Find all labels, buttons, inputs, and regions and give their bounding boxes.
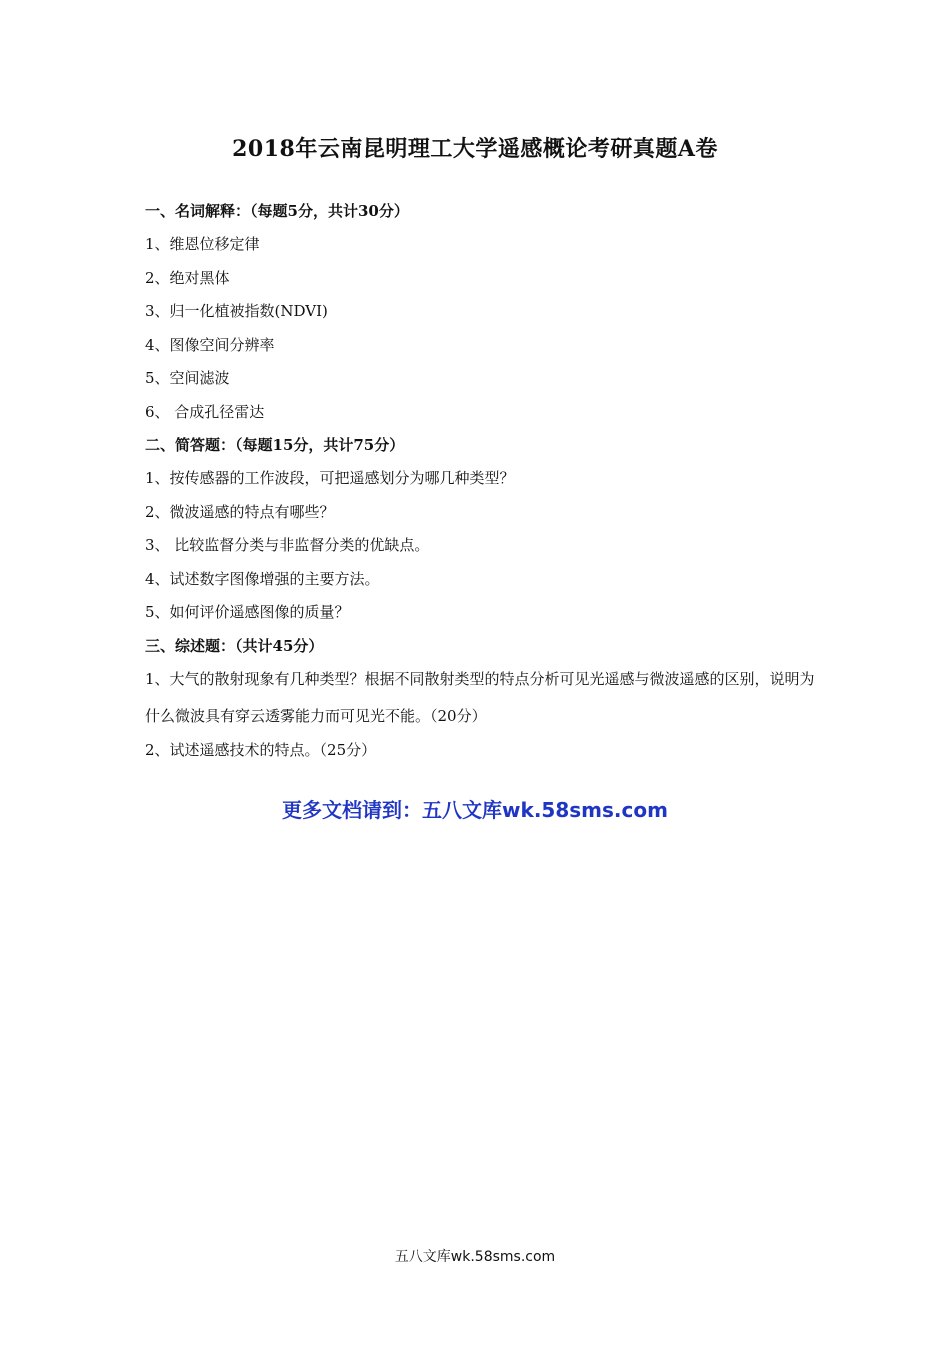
question-item: 1、按传感器的工作波段，可把遥感划分为哪几种类型？ [145,469,515,487]
question-item: 6、 合成孔径雷达 [145,402,265,421]
question-item: 1、维恩位移定律 [145,235,260,253]
section-heading-definitions: 一、名词解释：（每题5分，共计30分） [145,202,409,220]
section-heading-essay: 三、综述题：（共计45分） [145,636,324,655]
question-item: 3、归一化植被指数(NDVI) [145,302,328,320]
section-heading-short-answer: 二、简答题：（每题15分，共计75分） [145,436,405,454]
promo-link[interactable]: 更多文档请到：五八文库wk.58sms.com [282,798,668,822]
question-item: 5、如何评价遥感图像的质量？ [145,603,350,621]
question-item: 2、试述遥感技术的特点。（25分） [145,740,377,759]
question-item: 4、图像空间分辨率 [145,335,275,354]
question-item: 4、试述数字图像增强的主要方法。 [145,569,380,588]
question-item: 3、 比较监督分类与非监督分类的优缺点。 [145,536,430,554]
page-footer: 五八文库wk.58sms.com [394,1249,556,1265]
question-item: 5、空间滤波 [145,369,230,387]
page-title: 2018年云南昆明理工大学遥感概论考研真题A卷 [232,136,718,162]
document-body [145,200,825,772]
question-item: 1、大气的散射现象有几种类型？根据不同散射类型的特点分析可见光遥感与微波遥感的区别，说明为什么微波具有穿云透雾能力而可见光不能。（20分） [145,669,815,725]
question-item: 2、微波遥感的特点有哪些？ [145,502,335,521]
question-item: 2、绝对黑体 [145,268,230,287]
